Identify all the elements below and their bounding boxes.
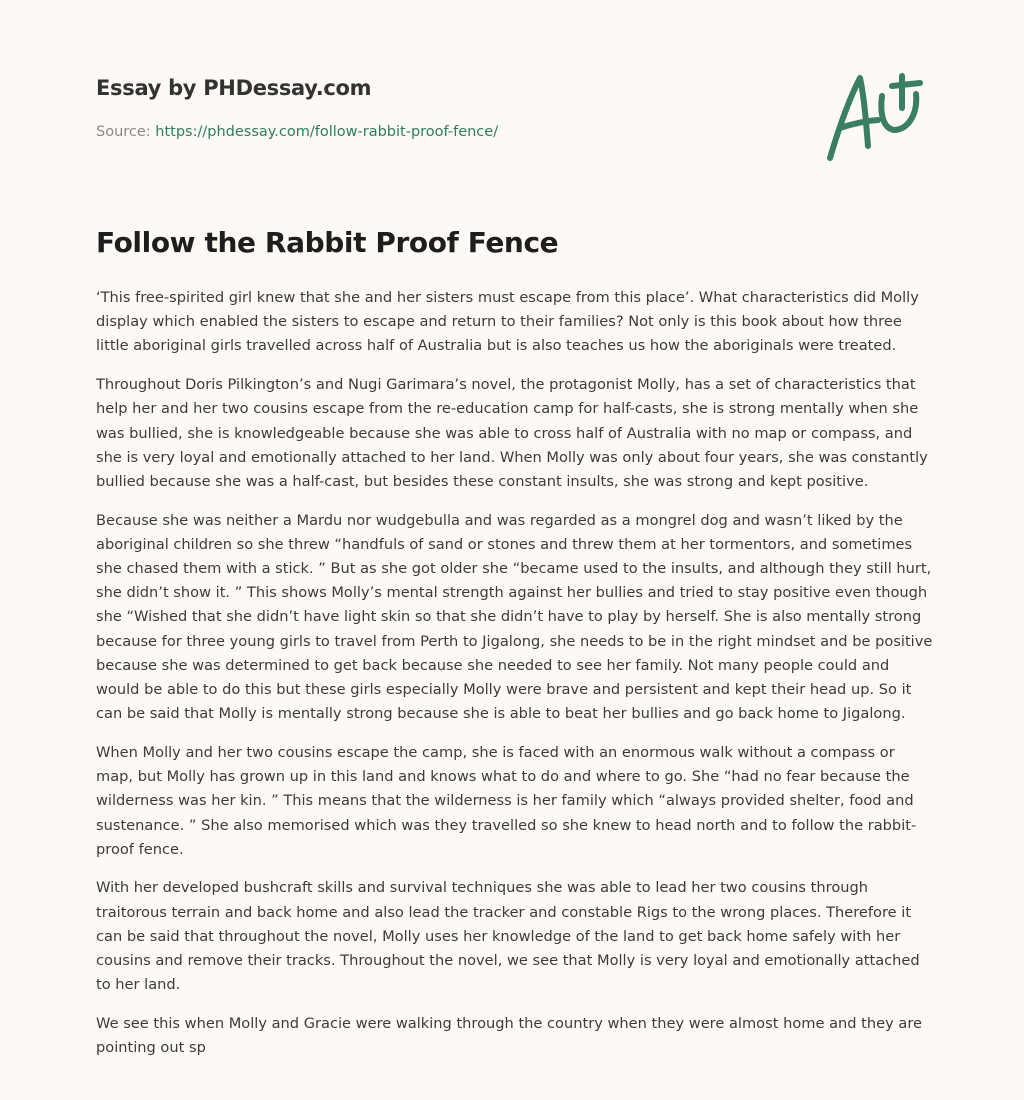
essay-paragraph: When Molly and her two cousins escape the camp, she is faced with an enormous walk without a compass or map, but Molly has grown up in this land and knows what to do and where to go. She “had no fear because the wilderness was her kin. ” This means that the wilderness is her family which “always provided shelter, food and sustenance. ” She also memorised which was they travelled so she knew to head north and to follow the rabbit-proof fence.	[96, 743, 917, 858]
source-line	[96, 124, 498, 140]
a-plus-logo-icon	[820, 66, 930, 166]
source-link[interactable]: https://phdessay.com/follow-rabbit-proof-fence/	[155, 124, 499, 140]
essay-paragraph: Throughout Doris Pilkington’s and Nugi Garimara’s novel, the protagonist Molly, has a set of characteristics that help her and her two cousins escape from the re-education camp for half-casts, she is strong mentally when she was bullied, she is knowledgeable because she was able to cross half of Australia with no map or compass, and she is very loyal and emotionally attached to her land. When Molly was only about four years, she was constantly bullied because she was a half-cast, but besides these constant insults, she was strong and kept positive.	[96, 376, 928, 490]
essay-title: Follow the Rabbit Proof Fence	[96, 226, 559, 259]
essay-paragraph: ‘This free-spirited girl knew that she and her sisters must escape from this place’. What characteristics did Molly display which enabled the sisters to escape and return to their families? Not only is this book about how three little aboriginal girls travelled across half of Australia but is also teaches us how the aboriginals were treated.	[96, 289, 919, 355]
site-brand: Essay by PHDessay.com	[96, 76, 372, 100]
essay-body	[96, 286, 936, 1075]
essay-paragraph: With her developed bushcraft skills and survival techniques she was able to lead her two cousins through traitorous terrain and back home and also lead the tracker and constable Rigs to the wrong places. Therefore it can be said that throughout the novel, Molly uses her knowledge of the land to get back home safely with her cousins and remove their tracks. Throughout the novel, we see that Molly is very loyal and emotionally attached to her land.	[96, 879, 920, 994]
essay-paragraph: Because she was neither a Mardu nor wudgebulla and was regarded as a mongrel dog and wasn’t liked by the aboriginal children so she threw “handfuls of sand or stones and threw them at her tormentors, and sometimes she chased them with a stick. ” But as she got older she “became used to the insults, and although they still hurt, she didn’t show it. ” This shows Molly’s mental strength against her bullies and tried to stay positive even though she “Wished that she didn’t have light skin so that she didn’t have to play by herself. She is also mentally strong because for three young girls to travel from Perth to Jigalong, she needs to be in the right mindset and be positive because she was determined to get back because she needed to see her family. Not many people could and would be able to do this but these girls especially Molly were brave and persistent and kept their head up. So it can be said that Molly is mentally strong because she is able to beat her bullies and go back home to Jigalong.	[96, 511, 933, 723]
source-label: Source:	[96, 124, 151, 140]
essay-paragraph: We see this when Molly and Gracie were walking through the country when they were almost home and they are pointing out sp	[96, 1014, 923, 1057]
